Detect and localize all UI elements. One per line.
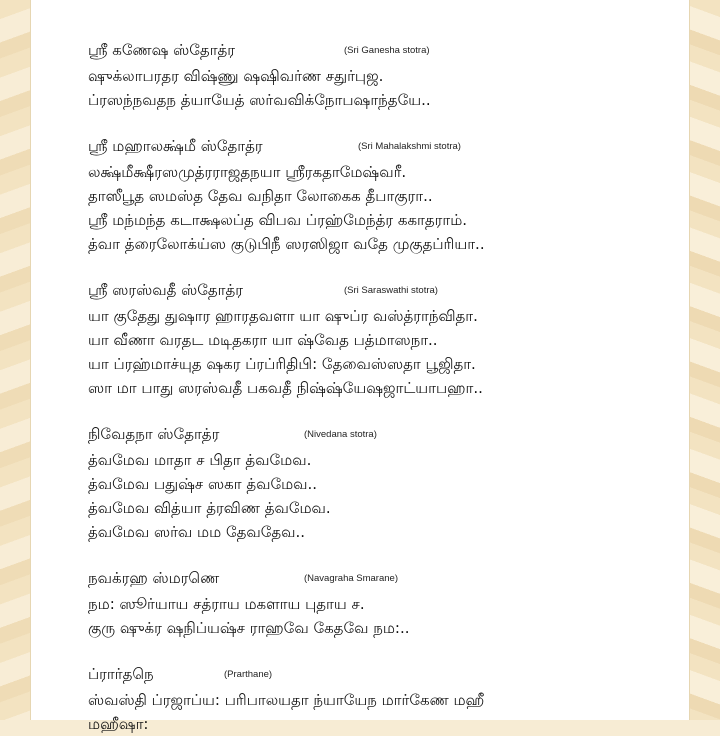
verse-line: ப்ரஸந்நவதந த்யாயேத் ஸர்வவிக்நோபஷாந்தயே..	[88, 91, 431, 109]
verse-line: லக்ஷ்மீக்ஷீரஸமுத்ரராஜதநயா ஸ்ரீரகதாமேஷ்வரீ.	[88, 163, 407, 181]
verse-line: த்வமேவ ஸர்வ மம தேவதேவ..	[88, 523, 306, 541]
section-transliteration: (Sri Saraswathi stotra)	[344, 285, 438, 296]
verse-line: குரு ஷுக்ர ஷநிப்யஷ்ச ராஹவே கேதவே நம:..	[88, 619, 410, 637]
stotra-section-mahalakshmi	[88, 136, 688, 256]
left-margin-texture	[0, 0, 30, 720]
stotra-section-nivedana	[88, 424, 688, 544]
verse-line: மஹீஷா:	[88, 715, 149, 733]
section-title: நவக்ரஹ ஸ்மரணெ	[88, 569, 220, 587]
verse-line: த்வமேவ வித்யா த்ரவிண த்வமேவ.	[88, 499, 331, 517]
verse-line: யா ப்ரஹ்மாச்யுத ஷகர ப்ரப்ரிதிபி: தேவைஸ்ஸதா பூஜிதா.	[88, 355, 476, 373]
verse-line: ஸ்வஸ்தி ப்ரஜாப்ய: பரிபாலயதா ந்யாயேந மார்கேண மஹீ	[88, 691, 485, 709]
section-transliteration: (Navagraha Smarane)	[304, 573, 398, 584]
section-title: ஸ்ரீ மஹாலக்ஷ்மீ ஸ்தோத்ர	[88, 137, 263, 155]
verse-line: த்வமேவ பதுஷ்ச ஸகா த்வமேவ..	[88, 475, 318, 493]
section-transliteration: (Prarthane)	[224, 669, 273, 680]
section-transliteration: (Sri Mahalakshmi stotra)	[358, 141, 461, 152]
stotra-section-ganesha	[88, 40, 688, 112]
verse-line: ஷுக்லாபரதர விஷ்ணு ஷஷிவர்ண சதுர்புஜ.	[88, 67, 384, 85]
right-margin-texture	[690, 0, 720, 720]
section-transliteration: (Nivedana stotra)	[304, 429, 377, 440]
verse-line: த்வா த்ரைலோக்ய்ஸ குடுபிநீ ஸரஸிஜா வதே முகுதப்ரியா..	[88, 235, 485, 253]
section-title: ஸ்ரீ ஸரஸ்வதீ ஸ்தோத்ர	[88, 281, 244, 299]
verse-line: ஸா மா பாது ஸரஸ்வதீ பகவதீ நிஷ்ஷ்யேஷஜாட்யாபஹா..	[88, 379, 483, 397]
stotra-section-prarthane	[88, 664, 688, 736]
verse-line: யா குதேது துஷார ஹாரதவளா யா ஷுப்ர வஸ்த்ராந்விதா.	[88, 307, 478, 325]
section-transliteration: (Sri Ganesha stotra)	[344, 45, 430, 56]
stotra-section-navagraha	[88, 568, 688, 640]
verse-line: யா வீணா வரதட மடிதகரா யா ஷ்வேத பத்மாஸநா..	[88, 331, 438, 349]
verse-line: தாஸீபூத ஸமஸ்த தேவ வநிதா லோகைக தீபாகுரா..	[88, 187, 433, 205]
stotra-section-saraswathi	[88, 280, 688, 400]
section-title: ஸ்ரீ கணேஷ ஸ்தோத்ர	[88, 41, 236, 59]
section-title: நிவேதநா ஸ்தோத்ர	[88, 425, 220, 443]
verse-line: ஸ்ரீ மந்மந்த கடாக்ஷலப்த விபவ ப்ரஹ்மேந்த்ர ககாதராம்.	[88, 211, 468, 229]
section-title: ப்ரார்தநெ	[88, 665, 154, 683]
verse-line: த்வமேவ மாதா ச பிதா த்வமேவ.	[88, 451, 312, 469]
verse-line: நம: ஸூர்யாய சத்ராய மகளாய புதாய ச.	[88, 595, 365, 613]
